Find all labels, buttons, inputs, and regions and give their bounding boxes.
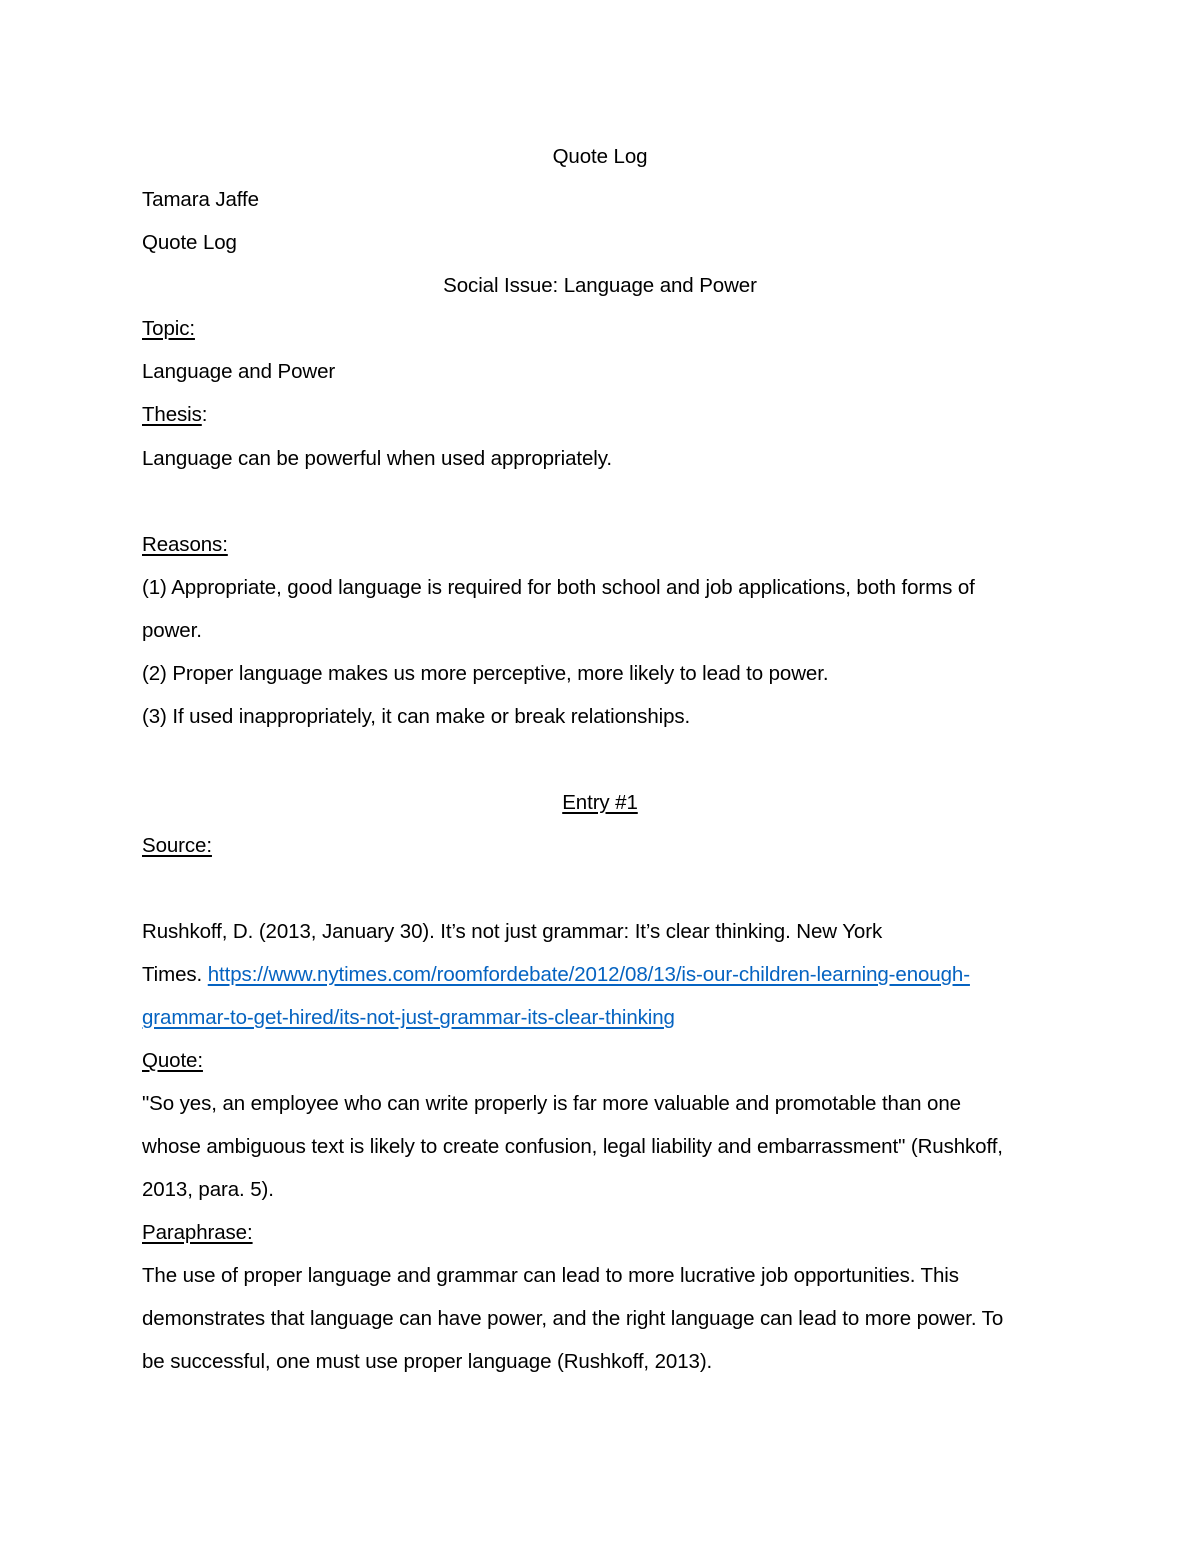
quote-line: "So yes, an employee who can write properly is far more valuable and promotable than one [142,1092,961,1115]
source-url-link-continued[interactable]: grammar-to-get-hired/its-not-just-grammar-its-clear-thinking [142,1006,675,1029]
author-name: Tamara Jaffe [142,188,259,211]
source-heading: Source: [142,834,212,857]
thesis-heading-line [142,401,207,429]
topic-heading: Topic: [142,317,195,340]
quote-heading: Quote: [142,1049,203,1072]
entry-heading-wrap [0,789,1200,817]
reason-line: (1) Appropriate, good language is required for both school and job applications, both forms of [142,576,975,599]
document-subtitle: Quote Log [142,231,237,254]
entry-heading: Entry #1 [562,791,638,814]
paraphrase-line: demonstrates that language can have power, and the right language can lead to more power. To [142,1307,1004,1330]
thesis-colon: : [201,403,208,426]
citation-line: Rushkoff, D. (2013, January 30). It’s not just grammar: It’s clear thinking. New York [142,920,883,943]
thesis-heading: Thesis [142,403,202,426]
citation-line-prefix: Times. [142,963,208,986]
document-title: Quote Log [552,145,648,168]
reason-line: (2) Proper language makes us more perceptive, more likely to lead to power. [142,662,829,685]
citation-url-line-2 [142,1004,675,1032]
paraphrase-line: be successful, one must use proper language (Rushkoff, 2013). [142,1350,713,1373]
topic-text: Language and Power [142,360,336,383]
quote-line: 2013, para. 5). [142,1178,274,1201]
social-issue-heading: Social Issue: Language and Power [443,274,757,297]
paraphrase-line: The use of proper language and grammar can lead to more lucrative job opportunities. This [142,1264,959,1287]
reasons-heading: Reasons: [142,533,228,556]
source-url-link[interactable]: https://www.nytimes.com/roomfordebate/2012/08/13/is-our-children-learning-enough- [207,963,970,986]
reason-line: power. [142,619,202,642]
citation-url-line [142,961,970,989]
thesis-text: Language can be powerful when used appropriately. [142,447,612,470]
paraphrase-heading: Paraphrase: [142,1221,253,1244]
quote-line: whose ambiguous text is likely to create confusion, legal liability and embarrassment" (Rushkoff, [142,1135,1003,1158]
reason-line: (3) If used inappropriately, it can make or break relationships. [142,705,691,728]
